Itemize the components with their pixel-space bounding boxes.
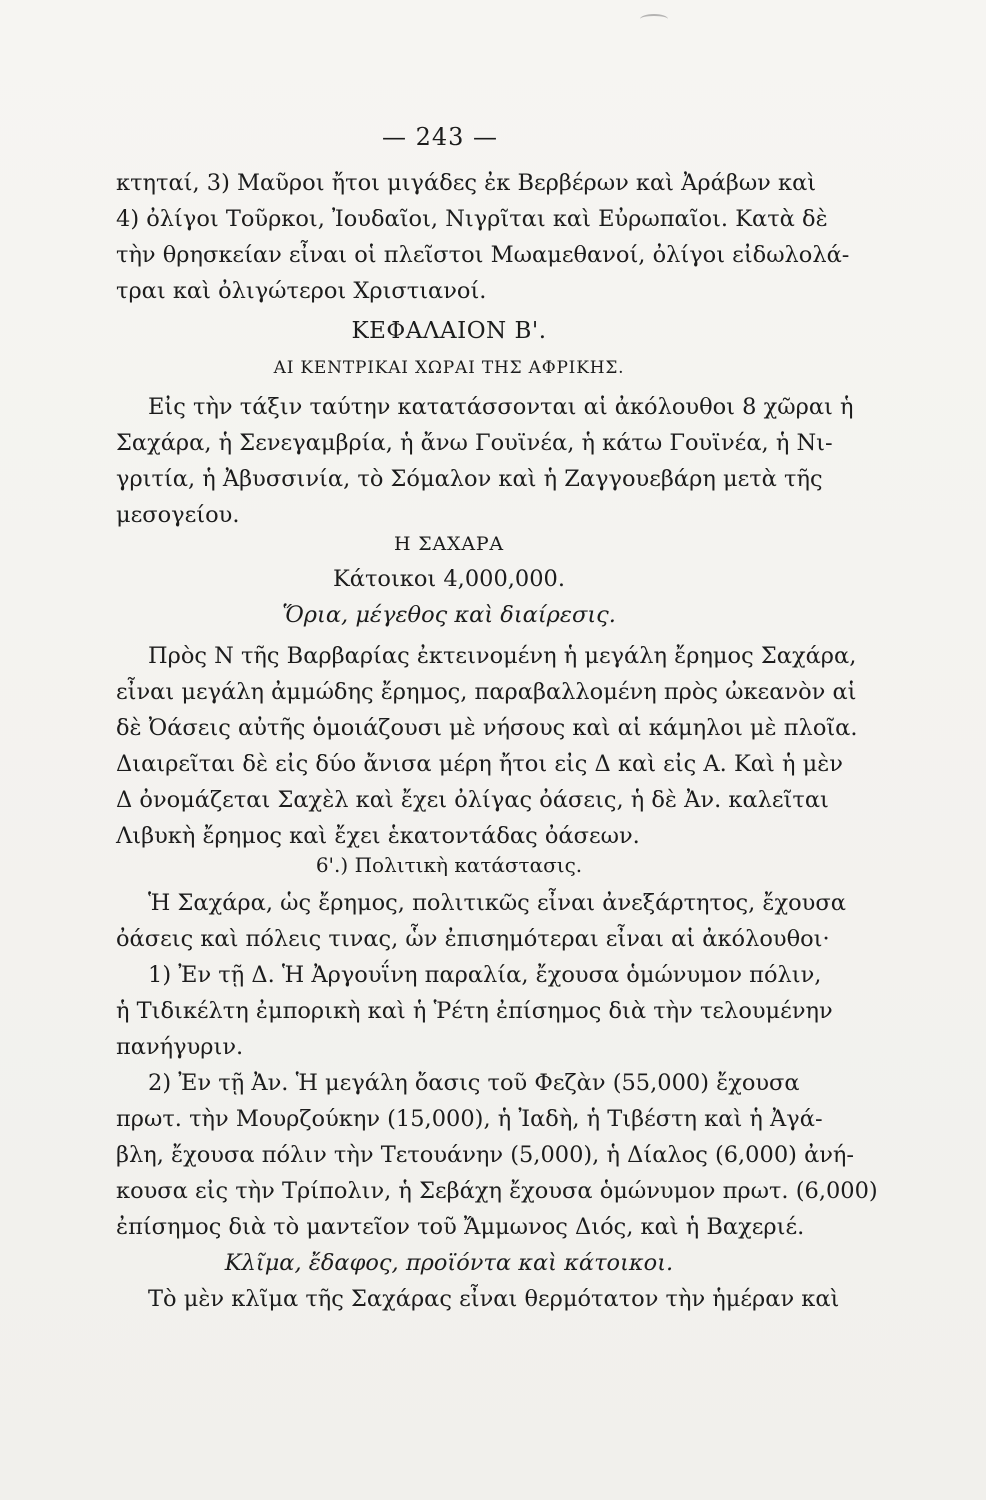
text-line: Πρὸς Ν τῆς Βαρβαρίας ἐκτεινομένη ἡ μεγάλη ἔρημος Σαχάρα, bbox=[148, 643, 857, 669]
text-line: κτηταί, 3) Μαῦροι ἤτοι μιγάδες ἐκ Βερβέρων καὶ Ἀράβων καὶ bbox=[116, 170, 817, 196]
text-line: ὀάσεις καὶ πόλεις τινας, ὧν ἐπισημότεραι εἶναι αἱ ἀκόλουθοι· bbox=[116, 926, 830, 952]
text-line: 1) Ἐν τῇ Δ. Ἡ Ἀργουΐνη παραλία, ἔχουσα ὁμώνυμον πόλιν, bbox=[148, 962, 822, 988]
text-line: Ἡ Σαχάρα, ὡς ἔρημος, πολιτικῶς εἶναι ἀνεξάρτητος, ἔχουσα bbox=[148, 890, 846, 916]
text-line: πανήγυριν. bbox=[116, 1034, 244, 1060]
chapter-heading: ΚΕΦΑΛΑΙΟΝ Β'. bbox=[351, 318, 547, 344]
text-line: μεσογείου. bbox=[116, 502, 240, 528]
text-line: Διαιρεῖται δὲ εἰς δύο ἄνισα μέρη ἤτοι εἰς Δ καὶ εἰς Α. Καὶ ἡ μὲν bbox=[116, 751, 843, 777]
text-line: εἶναι μεγάλη ἀμμώδης ἔρημος, παραβαλλομένη πρὸς ὠκεανὸν αἱ bbox=[116, 679, 857, 705]
population-line: Κάτοικοι 4,000,000. bbox=[332, 566, 566, 592]
text-line: τὴν θρησκείαν εἶναι οἱ πλεῖστοι Μωαμεθανοί, ὀλίγοι εἰδωλολά- bbox=[116, 242, 850, 268]
text-line: τραι καὶ ὀλιγώτεροι Χριστιανοί. bbox=[116, 278, 487, 304]
section-heading: ΑΙ ΚΕΝΤΡΙΚΑΙ ΧΩΡΑΙ ΤΗΣ ΑΦΡΙΚΗΣ. bbox=[273, 358, 625, 378]
subsection-heading: Κλῖμα, ἔδαφος, προϊόντα καὶ κάτοικοι. bbox=[224, 1250, 674, 1276]
text-line: Δ ὀνομάζεται Σαχὲλ καὶ ἔχει ὀλίγας ὀάσεις, ἡ δὲ Ἀν. καλεῖται bbox=[116, 787, 829, 813]
text-line: Εἰς τὴν τάξιν ταύτην κατατάσσονται αἱ ἀκόλουθοι 8 χῶραι ἡ bbox=[148, 394, 854, 420]
paper-mark bbox=[640, 14, 668, 24]
text-line: βλη, ἔχουσα πόλιν τὴν Τετουάνην (5,000), ἡ Δίαλος (6,000) ἀνή- bbox=[116, 1142, 855, 1168]
text-line: γριτία, ἡ Ἀβυσσινία, τὸ Σόμαλον καὶ ἡ Ζαγγουεβάρη μετὰ τῆς bbox=[116, 466, 823, 492]
subsection-title: Η ΣΑΧΑΡΑ bbox=[394, 533, 504, 555]
subsection-heading: 6'.) Πολιτικὴ κατάστασις. bbox=[315, 853, 583, 877]
text-line: ἐπίσημος διὰ τὸ μαντεῖον τοῦ Ἄμμωνος Διός, καὶ ἡ Βαχεριέ. bbox=[116, 1214, 805, 1240]
text-line: Σαχάρα, ἡ Σενεγαμβρία, ἡ ἄνω Γουϊνέα, ἡ κάτω Γουϊνέα, ἡ Νι- bbox=[116, 430, 833, 456]
text-line: δὲ Ὀάσεις αὐτῆς ὁμοιάζουσι μὲ νήσους καὶ αἱ κάμηλοι μὲ πλοῖα. bbox=[116, 715, 858, 741]
text-line: Τὸ μὲν κλῖμα τῆς Σαχάρας εἶναι θερμότατον τὴν ἡμέραν καὶ bbox=[148, 1286, 840, 1312]
text-line: 4) ὀλίγοι Τοῦρκοι, Ἰουδαῖοι, Νιγρῖται καὶ Εὐρωπαῖοι. Κατὰ δὲ bbox=[116, 206, 828, 232]
subsection-heading: Ὅρια, μέγεθος καὶ διαίρεσις. bbox=[282, 602, 616, 628]
text-line: ἡ Τιδικέλτη ἐμπορικὴ καὶ ἡ Ῥέτη ἐπίσημος διὰ τὴν τελουμένην bbox=[116, 998, 833, 1024]
text-line: 2) Ἐν τῇ Ἀν. Ἡ μεγάλη ὄασις τοῦ Φεζὰν (55,000) ἔχουσα bbox=[148, 1070, 800, 1096]
text-line: κουσα εἰς τὴν Τρίπολιν, ἡ Σεβάχη ἔχουσα ὁμώνυμον πρωτ. (6,000) bbox=[116, 1178, 878, 1204]
page-number: — 243 — bbox=[381, 123, 499, 151]
text-line: πρωτ. τὴν Μουρζούκην (15,000), ἡ Ἰαδὴ, ἡ Τιβέστη καὶ ἡ Ἀγά- bbox=[116, 1106, 823, 1132]
text-line: Λιβυκὴ ἔρημος καὶ ἔχει ἑκατοντάδας ὀάσεων. bbox=[116, 823, 640, 849]
